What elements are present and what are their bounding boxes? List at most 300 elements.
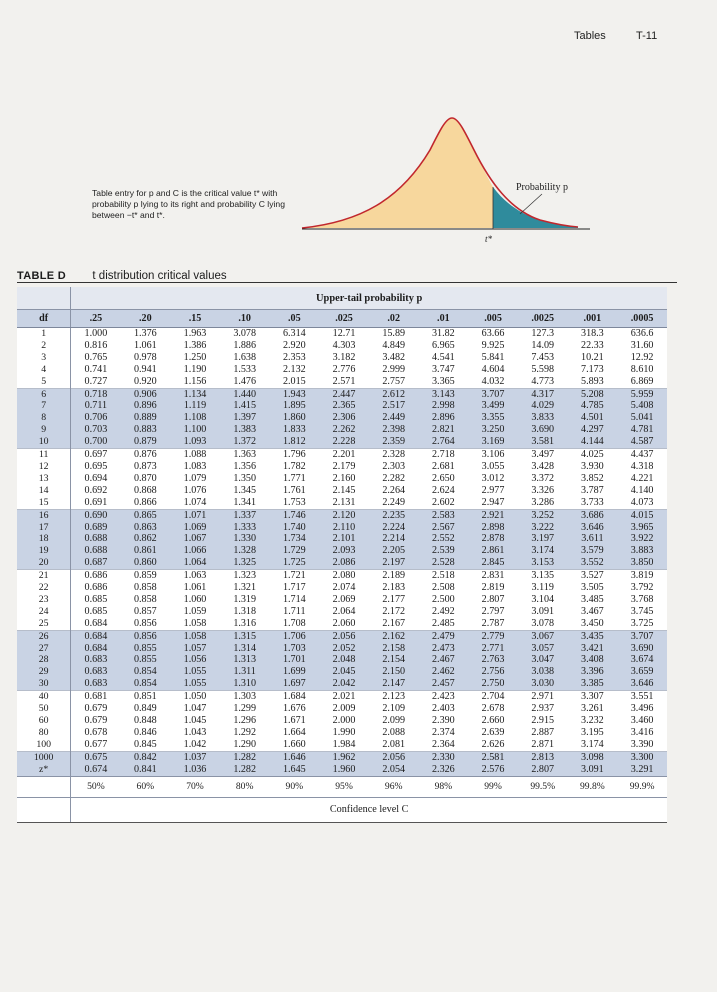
- critical-value-cell: 2.787: [468, 618, 518, 630]
- critical-value-cell: 0.868: [121, 485, 171, 497]
- confidence-cell: 96%: [369, 776, 419, 797]
- title-rule: [17, 282, 677, 283]
- prob-header: .0005: [617, 310, 667, 328]
- critical-value-cell: 2.473: [419, 643, 469, 655]
- critical-value-cell: 4.029: [518, 400, 568, 412]
- table-row: [17, 691, 667, 703]
- critical-value-cell: 2.403: [419, 703, 469, 715]
- critical-value-cell: 2.069: [319, 594, 369, 606]
- critical-value-cell: 2.150: [369, 666, 419, 678]
- critical-value-cell: 3.030: [518, 678, 568, 690]
- critical-value-cell: 1.043: [170, 727, 220, 739]
- df-cell: 20: [17, 557, 71, 569]
- critical-value-cell: 2.517: [369, 400, 419, 412]
- critical-value-cell: 0.685: [71, 594, 121, 606]
- critical-value-cell: 2.921: [468, 509, 518, 521]
- critical-value-cell: 1.058: [170, 630, 220, 642]
- critical-value-cell: 0.678: [71, 727, 121, 739]
- critical-value-cell: 2.328: [369, 449, 419, 461]
- critical-value-cell: 1.066: [170, 545, 220, 557]
- critical-value-cell: 1.299: [220, 703, 270, 715]
- df-cell: 28: [17, 654, 71, 666]
- critical-value-cell: 3.930: [568, 461, 618, 473]
- df-cell: 24: [17, 606, 71, 618]
- critical-value-cell: 3.450: [568, 618, 618, 630]
- critical-value-cell: 2.045: [319, 666, 369, 678]
- critical-value-cell: 2.678: [468, 703, 518, 715]
- critical-value-cell: 2.330: [419, 751, 469, 763]
- critical-value-cell: 0.848: [121, 715, 171, 727]
- critical-value-cell: 1.697: [270, 678, 320, 690]
- critical-value-cell: 5.893: [568, 376, 618, 388]
- critical-value-cell: 9.925: [468, 340, 518, 352]
- critical-value-cell: 2.390: [419, 715, 469, 727]
- critical-value-cell: 3.291: [617, 764, 667, 776]
- critical-value-cell: 1.074: [170, 497, 220, 509]
- critical-value-cell: 0.855: [121, 643, 171, 655]
- critical-value-cell: 1.093: [170, 436, 220, 448]
- table-row: [17, 364, 667, 376]
- critical-value-cell: 5.841: [468, 352, 518, 364]
- critical-value-cell: 1.990: [319, 727, 369, 739]
- critical-value-cell: 1.042: [170, 739, 220, 751]
- critical-value-cell: 0.697: [71, 449, 121, 461]
- critical-value-cell: 2.776: [319, 364, 369, 376]
- critical-value-cell: 1.533: [220, 364, 270, 376]
- critical-value-cell: 12.71: [319, 328, 369, 340]
- critical-value-cell: 4.773: [518, 376, 568, 388]
- critical-value-cell: 0.858: [121, 594, 171, 606]
- prob-header: .001: [568, 310, 618, 328]
- critical-value-cell: 2.365: [319, 400, 369, 412]
- critical-value-cell: 0.683: [71, 678, 121, 690]
- prob-header: .25: [71, 310, 121, 328]
- header-corner: [17, 287, 71, 310]
- critical-value-cell: 3.497: [518, 449, 568, 461]
- df-cell: 11: [17, 449, 71, 461]
- critical-value-cell: 3.787: [568, 485, 618, 497]
- critical-value-cell: 2.235: [369, 509, 419, 521]
- critical-value-cell: 1.055: [170, 666, 220, 678]
- critical-value-cell: 0.865: [121, 509, 171, 521]
- critical-value-cell: 2.120: [319, 509, 369, 521]
- critical-value-cell: 2.132: [270, 364, 320, 376]
- critical-value-cell: 2.056: [369, 751, 419, 763]
- critical-value-cell: 1.318: [220, 606, 270, 618]
- critical-value-cell: 2.485: [419, 618, 469, 630]
- critical-value-cell: 2.576: [468, 764, 518, 776]
- critical-value-cell: 2.999: [369, 364, 419, 376]
- critical-value-cell: 0.765: [71, 352, 121, 364]
- critical-value-cell: 2.123: [369, 691, 419, 703]
- critical-value-cell: 1.476: [220, 376, 270, 388]
- critical-value-cell: 2.971: [518, 691, 568, 703]
- critical-value-cell: 1.440: [220, 388, 270, 400]
- critical-value-cell: 3.408: [568, 654, 618, 666]
- critical-value-cell: 3.852: [568, 473, 618, 485]
- df-cell: 19: [17, 545, 71, 557]
- critical-value-cell: 1.156: [170, 376, 220, 388]
- critical-value-cell: 0.846: [121, 727, 171, 739]
- critical-value-cell: 2.021: [319, 691, 369, 703]
- table-row: [17, 557, 667, 569]
- df-cell: 8: [17, 412, 71, 424]
- critical-value-cell: 3.505: [568, 582, 618, 594]
- critical-value-cell: 2.479: [419, 630, 469, 642]
- critical-value-cell: 1.740: [270, 522, 320, 534]
- critical-value-cell: 2.528: [419, 557, 469, 569]
- prob-header: .0025: [518, 310, 568, 328]
- critical-value-cell: 2.871: [518, 739, 568, 751]
- confidence-cell: 50%: [71, 776, 121, 797]
- critical-value-cell: 4.437: [617, 449, 667, 461]
- prob-header: .05: [270, 310, 320, 328]
- critical-value-cell: 1.311: [220, 666, 270, 678]
- critical-value-cell: 1.328: [220, 545, 270, 557]
- critical-value-cell: 2.081: [369, 739, 419, 751]
- critical-value-cell: 2.845: [468, 557, 518, 569]
- critical-value-cell: 3.611: [568, 533, 618, 545]
- critical-value-cell: 3.659: [617, 666, 667, 678]
- critical-value-cell: 3.850: [617, 557, 667, 569]
- critical-value-cell: 0.690: [71, 509, 121, 521]
- critical-value-cell: 0.978: [121, 352, 171, 364]
- critical-value-cell: 3.091: [518, 606, 568, 618]
- table-row: [17, 328, 667, 340]
- critical-value-cell: 0.883: [121, 424, 171, 436]
- critical-value-cell: 3.106: [468, 449, 518, 461]
- critical-value-cell: 1.058: [170, 618, 220, 630]
- critical-value-cell: 0.692: [71, 485, 121, 497]
- critical-value-cell: 0.858: [121, 582, 171, 594]
- critical-value-cell: 1.069: [170, 522, 220, 534]
- df-cell: 4: [17, 364, 71, 376]
- critical-value-cell: 0.681: [71, 691, 121, 703]
- critical-value-cell: 2.757: [369, 376, 419, 388]
- critical-value-cell: 1.064: [170, 557, 220, 569]
- critical-value-cell: 2.060: [319, 618, 369, 630]
- df-cell: 13: [17, 473, 71, 485]
- confidence-corner: [17, 776, 71, 797]
- critical-value-cell: 6.869: [617, 376, 667, 388]
- table-row: [17, 412, 667, 424]
- df-cell: 1: [17, 328, 71, 340]
- critical-value-cell: 0.854: [121, 666, 171, 678]
- critical-value-cell: 1.061: [121, 340, 171, 352]
- critical-value-cell: 2.571: [319, 376, 369, 388]
- critical-value-cell: 2.718: [419, 449, 469, 461]
- table-row: [17, 764, 667, 776]
- critical-value-cell: 1.060: [170, 594, 220, 606]
- critical-value-cell: 2.048: [319, 654, 369, 666]
- critical-value-cell: 4.781: [617, 424, 667, 436]
- critical-value-cell: 1.108: [170, 412, 220, 424]
- critical-value-cell: 3.055: [468, 461, 518, 473]
- critical-value-cell: 2.602: [419, 497, 469, 509]
- critical-value-cell: 2.779: [468, 630, 518, 642]
- critical-value-cell: 14.09: [518, 340, 568, 352]
- critical-value-cell: 1.325: [220, 557, 270, 569]
- critical-value-cell: 2.160: [319, 473, 369, 485]
- df-header: df: [17, 310, 71, 328]
- df-cell: 100: [17, 739, 71, 751]
- critical-value-cell: 3.499: [468, 400, 518, 412]
- critical-value-cell: 2.447: [319, 388, 369, 400]
- critical-value-cell: 3.707: [617, 630, 667, 642]
- critical-value-cell: 2.364: [419, 739, 469, 751]
- critical-value-cell: 2.088: [369, 727, 419, 739]
- confidence-cell: 80%: [220, 776, 270, 797]
- critical-value-cell: 4.541: [419, 352, 469, 364]
- critical-value-cell: 1.714: [270, 594, 320, 606]
- table-row: [17, 643, 667, 655]
- critical-value-cell: 4.317: [518, 388, 568, 400]
- critical-value-cell: 1.047: [170, 703, 220, 715]
- critical-value-cell: 6.965: [419, 340, 469, 352]
- critical-value-cell: 0.896: [121, 400, 171, 412]
- critical-value-cell: 0.686: [71, 570, 121, 582]
- critical-value-cell: 1.314: [220, 643, 270, 655]
- critical-value-cell: 1.717: [270, 582, 320, 594]
- critical-value-cell: 1.782: [270, 461, 320, 473]
- critical-value-cell: 1.943: [270, 388, 320, 400]
- critical-value-cell: 0.706: [71, 412, 121, 424]
- critical-value-cell: 0.856: [121, 630, 171, 642]
- critical-value-cell: 3.819: [617, 570, 667, 582]
- critical-value-cell: 3.725: [617, 618, 667, 630]
- critical-value-cell: 1.962: [319, 751, 369, 763]
- critical-value-cell: 2.099: [369, 715, 419, 727]
- table-row: [17, 522, 667, 534]
- critical-value-cell: 0.674: [71, 764, 121, 776]
- critical-value-cell: 3.385: [568, 678, 618, 690]
- critical-value-cell: 1.000: [71, 328, 121, 340]
- critical-value-cell: 2.249: [369, 497, 419, 509]
- critical-value-cell: 3.057: [518, 643, 568, 655]
- critical-value-cell: 3.098: [568, 751, 618, 763]
- critical-value-cell: 0.679: [71, 703, 121, 715]
- critical-value-cell: 2.764: [419, 436, 469, 448]
- table-row: [17, 570, 667, 582]
- confidence-cell: 90%: [270, 776, 320, 797]
- critical-value-cell: 1.415: [220, 400, 270, 412]
- critical-value-cell: 2.977: [468, 485, 518, 497]
- critical-value-cell: 1.734: [270, 533, 320, 545]
- critical-value-cell: 2.539: [419, 545, 469, 557]
- critical-value-cell: 2.462: [419, 666, 469, 678]
- critical-value-cell: 1.895: [270, 400, 320, 412]
- df-cell: 50: [17, 703, 71, 715]
- critical-value-cell: 4.297: [568, 424, 618, 436]
- critical-value-cell: 2.074: [319, 582, 369, 594]
- critical-value-cell: 1.341: [220, 497, 270, 509]
- critical-value-cell: 1.063: [170, 570, 220, 582]
- critical-value-cell: 4.303: [319, 340, 369, 352]
- critical-value-cell: 1.083: [170, 461, 220, 473]
- critical-value-cell: 1.319: [220, 594, 270, 606]
- critical-value-cell: 3.169: [468, 436, 518, 448]
- critical-value-cell: 2.704: [468, 691, 518, 703]
- critical-value-cell: 2.282: [369, 473, 419, 485]
- critical-value-cell: 15.89: [369, 328, 419, 340]
- critical-value-cell: 2.937: [518, 703, 568, 715]
- critical-value-cell: 0.863: [121, 522, 171, 534]
- table-row: [17, 618, 667, 630]
- critical-value-cell: 0.727: [71, 376, 121, 388]
- critical-value-cell: 2.162: [369, 630, 419, 642]
- critical-value-cell: 1.055: [170, 678, 220, 690]
- critical-value-cell: 2.861: [468, 545, 518, 557]
- critical-value-cell: 2.508: [419, 582, 469, 594]
- critical-value-cell: 4.140: [617, 485, 667, 497]
- critical-value-cell: 3.182: [319, 352, 369, 364]
- figure-caption: Table entry for p and C is the critical value t* with probability p lying to its right and probability C lying between −t* and t*.: [92, 188, 285, 220]
- critical-value-cell: 0.683: [71, 666, 121, 678]
- table-row: [17, 594, 667, 606]
- t-star-label: t*: [485, 234, 493, 244]
- critical-value-cell: 3.416: [617, 727, 667, 739]
- critical-value-cell: 4.073: [617, 497, 667, 509]
- critical-value-cell: 2.878: [468, 533, 518, 545]
- table-row: [17, 376, 667, 388]
- critical-value-cell: 2.449: [369, 412, 419, 424]
- critical-value-cell: 5.041: [617, 412, 667, 424]
- critical-value-cell: 3.460: [617, 715, 667, 727]
- df-cell: z*: [17, 764, 71, 776]
- critical-value-cell: 3.300: [617, 751, 667, 763]
- critical-value-cell: 1.037: [170, 751, 220, 763]
- critical-value-cell: 1.079: [170, 473, 220, 485]
- critical-value-cell: 3.286: [518, 497, 568, 509]
- critical-value-cell: 2.915: [518, 715, 568, 727]
- critical-value-cell: 3.091: [568, 764, 618, 776]
- confidence-cell: 99.8%: [568, 776, 618, 797]
- critical-value-cell: 0.718: [71, 388, 121, 400]
- critical-value-cell: 4.587: [617, 436, 667, 448]
- table-row: [17, 340, 667, 352]
- critical-value-cell: 2.947: [468, 497, 518, 509]
- table-row: [17, 606, 667, 618]
- critical-value-cell: 3.222: [518, 522, 568, 534]
- critical-value-cell: 2.898: [468, 522, 518, 534]
- critical-value-cell: 4.785: [568, 400, 618, 412]
- critical-value-cell: 2.189: [369, 570, 419, 582]
- confidence-cell: 99.9%: [617, 776, 667, 797]
- critical-value-cell: 1.310: [220, 678, 270, 690]
- table-row: [17, 582, 667, 594]
- critical-value-cell: 1.671: [270, 715, 320, 727]
- critical-value-cell: 0.856: [121, 618, 171, 630]
- critical-value-cell: 2.064: [319, 606, 369, 618]
- confidence-level-label: Confidence level C: [71, 797, 667, 822]
- critical-value-cell: 2.086: [319, 557, 369, 569]
- critical-value-cell: 1.290: [220, 739, 270, 751]
- critical-value-cell: 1.646: [270, 751, 320, 763]
- critical-value-cell: 1.386: [170, 340, 220, 352]
- critical-value-cell: 0.675: [71, 751, 121, 763]
- critical-value-cell: 1.886: [220, 340, 270, 352]
- running-header-title: Tables: [574, 30, 606, 42]
- critical-value-cell: 3.390: [617, 739, 667, 751]
- critical-value-cell: 5.408: [617, 400, 667, 412]
- critical-value-cell: 1.383: [220, 424, 270, 436]
- critical-value-cell: 2.052: [319, 643, 369, 655]
- critical-value-cell: 4.025: [568, 449, 618, 461]
- t-table: [17, 287, 667, 823]
- critical-value-cell: 3.552: [568, 557, 618, 569]
- critical-value-cell: 0.866: [121, 497, 171, 509]
- table-row: [17, 352, 667, 364]
- critical-value-cell: 1.045: [170, 715, 220, 727]
- critical-value-cell: 1.708: [270, 618, 320, 630]
- df-cell: 6: [17, 388, 71, 400]
- critical-value-cell: 1.699: [270, 666, 320, 678]
- critical-value-cell: 0.920: [121, 376, 171, 388]
- critical-value-cell: 2.183: [369, 582, 419, 594]
- critical-value-cell: 2.887: [518, 727, 568, 739]
- critical-value-cell: 1.067: [170, 533, 220, 545]
- critical-value-cell: 1.071: [170, 509, 220, 521]
- critical-value-cell: 3.067: [518, 630, 568, 642]
- critical-value-cell: 1.292: [220, 727, 270, 739]
- table-row: [17, 739, 667, 751]
- critical-value-cell: 2.158: [369, 643, 419, 655]
- confidence-cell: 70%: [170, 776, 220, 797]
- critical-value-cell: 2.093: [319, 545, 369, 557]
- critical-value-cell: 0.685: [71, 606, 121, 618]
- critical-value-cell: 1.356: [220, 461, 270, 473]
- critical-value-cell: 1.036: [170, 764, 220, 776]
- critical-value-cell: 3.965: [617, 522, 667, 534]
- df-cell: 5: [17, 376, 71, 388]
- df-cell: 29: [17, 666, 71, 678]
- table-row: [17, 509, 667, 521]
- critical-value-cell: 1.333: [220, 522, 270, 534]
- critical-value-cell: 3.428: [518, 461, 568, 473]
- critical-value-cell: 3.733: [568, 497, 618, 509]
- critical-value-cell: 2.009: [319, 703, 369, 715]
- critical-value-cell: 2.819: [468, 582, 518, 594]
- df-cell: 17: [17, 522, 71, 534]
- critical-value-cell: 2.224: [369, 522, 419, 534]
- critical-value-cell: 2.807: [518, 764, 568, 776]
- critical-value-cell: 1.660: [270, 739, 320, 751]
- table-row: [17, 654, 667, 666]
- critical-value-cell: 3.922: [617, 533, 667, 545]
- critical-value-cell: 1.721: [270, 570, 320, 582]
- critical-value-cell: 1.664: [270, 727, 320, 739]
- critical-value-cell: 1.303: [220, 691, 270, 703]
- critical-value-cell: 2.624: [419, 485, 469, 497]
- critical-value-cell: 0.689: [71, 522, 121, 534]
- df-cell: 9: [17, 424, 71, 436]
- critical-value-cell: 1.350: [220, 473, 270, 485]
- critical-value-cell: 1.372: [220, 436, 270, 448]
- critical-value-cell: 1.771: [270, 473, 320, 485]
- critical-value-cell: 2.147: [369, 678, 419, 690]
- critical-value-cell: 1.061: [170, 582, 220, 594]
- critical-value-cell: 1.282: [220, 764, 270, 776]
- critical-value-cell: 0.691: [71, 497, 121, 509]
- df-cell: 80: [17, 727, 71, 739]
- critical-value-cell: 5.598: [518, 364, 568, 376]
- df-cell: 1000: [17, 751, 71, 763]
- critical-value-cell: 1.250: [170, 352, 220, 364]
- critical-value-cell: 2.457: [419, 678, 469, 690]
- critical-value-cell: 4.144: [568, 436, 618, 448]
- critical-value-cell: 2.056: [319, 630, 369, 642]
- critical-value-cell: 3.551: [617, 691, 667, 703]
